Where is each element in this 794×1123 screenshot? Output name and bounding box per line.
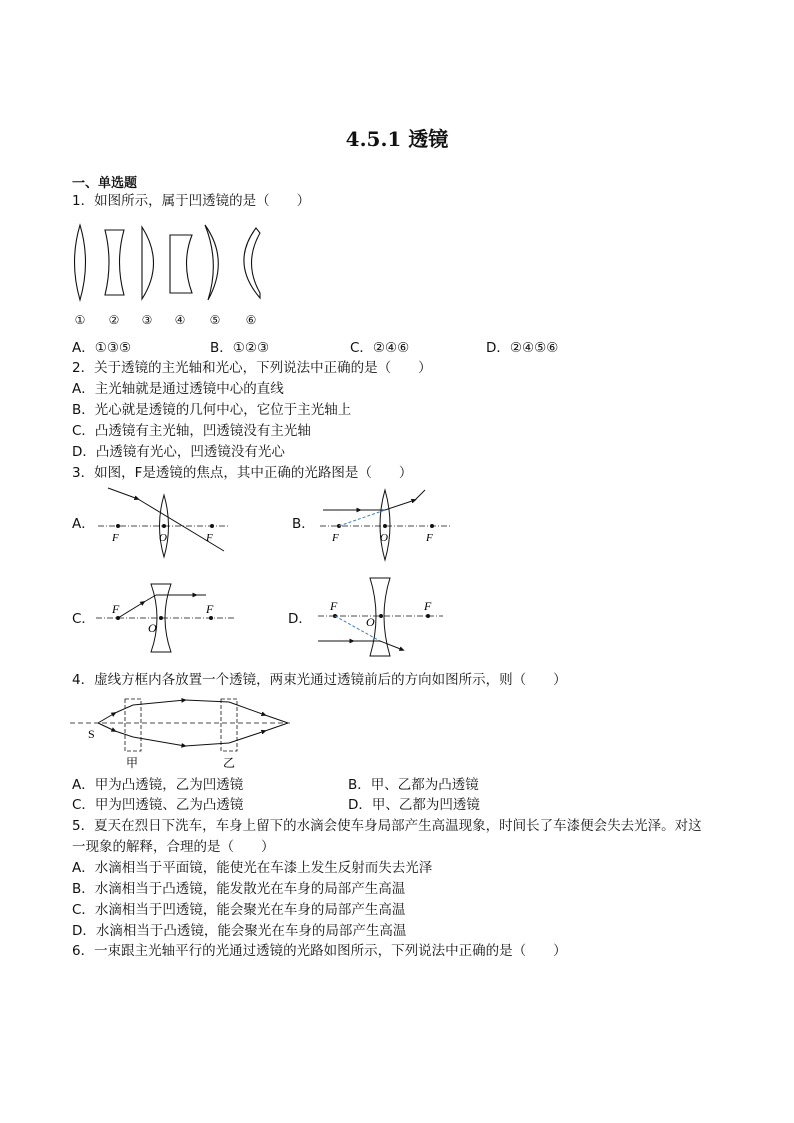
q1-option-a: A．①③⑤ [72, 340, 132, 356]
source-label: S [88, 727, 95, 741]
focus-label: F [330, 599, 338, 613]
q3-diagram-c [96, 580, 241, 640]
page-title: 4.5.1 透镜 [345, 127, 449, 151]
q3-option-c-letter: C． [72, 611, 95, 627]
section-heading: 一、单选题 [72, 176, 138, 191]
lens-5-meniscus-convex [205, 225, 218, 300]
focus-label: F [426, 532, 433, 544]
question-2-stem: 2．关于透镜的主光轴和光心，下列说法中正确的是（ ） [72, 360, 432, 376]
lens-2-biconcave [105, 230, 124, 295]
box-jia-label: 甲 [126, 756, 139, 770]
q5-option-a: A．水滴相当于平面镜，能使光在车漆上发生反射而失去光泽 [72, 860, 433, 876]
q3-option-a-letter: A． [72, 516, 95, 532]
q2-option-d: D．凸透镜有光心，凹透镜没有光心 [72, 444, 285, 460]
q1-lens-figure [60, 220, 280, 332]
lens-label-6: ⑥ [245, 313, 257, 327]
question-1-stem: 1．如图所示，属于凹透镜的是（ ） [72, 193, 311, 209]
question-3-stem: 3．如图，F是透镜的焦点，其中正确的光路图是（ ） [72, 465, 413, 481]
focus-label: F [424, 599, 432, 613]
q5-option-d: D．水滴相当于凸透镜，能会聚光在车身的局部产生高温 [72, 923, 407, 939]
q1-option-b: B．①②③ [210, 340, 270, 356]
lens-6-meniscus-concave [244, 228, 260, 298]
center-label: O [380, 532, 388, 544]
center-label: O [366, 615, 375, 629]
question-6-stem: 6．一束跟主光轴平行的光通过透镜的光路如图所示，下列说法中正确的是（ ） [72, 943, 567, 959]
q3-option-b-letter: B． [292, 516, 315, 532]
lens-label-3: ③ [141, 313, 153, 327]
q4-option-c: C．甲为凹透镜、乙为凸透镜 [72, 797, 244, 813]
focus-label: F [206, 532, 213, 544]
q1-option-d: D．②④⑤⑥ [486, 340, 559, 356]
focus-label: F [112, 602, 120, 616]
q3-option-d-letter: D． [288, 611, 312, 627]
lens-3-planoconvex [142, 227, 154, 299]
q5-option-c: C．水滴相当于凹透镜，能会聚光在车身的局部产生高温 [72, 902, 406, 918]
lens-1-biconvex [75, 225, 86, 300]
focus-label: F [332, 532, 339, 544]
lens-label-2: ② [108, 313, 120, 327]
box-jia [125, 699, 141, 751]
question-4-stem: 4．虚线方框内各放置一个透镜，两束光通过透镜前后的方向如图所示，则（ ） [72, 672, 567, 688]
focus-label: F [206, 602, 214, 616]
q2-option-c: C．凸透镜有主光轴，凹透镜没有主光轴 [72, 423, 311, 439]
question-5-stem-line-1: 5．夏天在烈日下洗车，车身上留下的水滴会使车身局部产生高温现象，时间长了车漆便会失去光泽。对这 [72, 818, 702, 834]
lens-4-planoconcave [170, 235, 192, 293]
question-5-stem-line-2: 一现象的解释，合理的是（ ） [72, 839, 275, 855]
q1-option-c: C．②④⑥ [350, 340, 410, 356]
lens-label-4: ④ [174, 313, 186, 327]
q5-option-b: B．水滴相当于凸透镜，能发散光在车身的局部产生高温 [72, 881, 406, 897]
q4-option-a: A．甲为凸透镜，乙为凹透镜 [72, 777, 244, 793]
center-label: O [148, 621, 157, 635]
center-label: O [159, 532, 167, 544]
focus-label: F [112, 532, 119, 544]
q4-lens-box-figure [70, 693, 295, 773]
lens-label-1: ① [74, 313, 86, 327]
q2-option-a: A．主光轴就是通过透镜中心的直线 [72, 381, 284, 397]
q2-option-b: B．光心就是透镜的几何中心，它位于主光轴上 [72, 402, 352, 418]
q3-diagram-d [318, 578, 448, 653]
q4-option-d: D．甲、乙都为凹透镜 [348, 797, 480, 813]
box-yi-label: 乙 [223, 756, 236, 770]
q3-diagram-a [98, 485, 233, 555]
lens-label-5: ⑤ [209, 313, 221, 327]
q3-diagram-b [320, 485, 455, 555]
q4-option-b: B．甲、乙都为凸透镜 [348, 777, 479, 793]
